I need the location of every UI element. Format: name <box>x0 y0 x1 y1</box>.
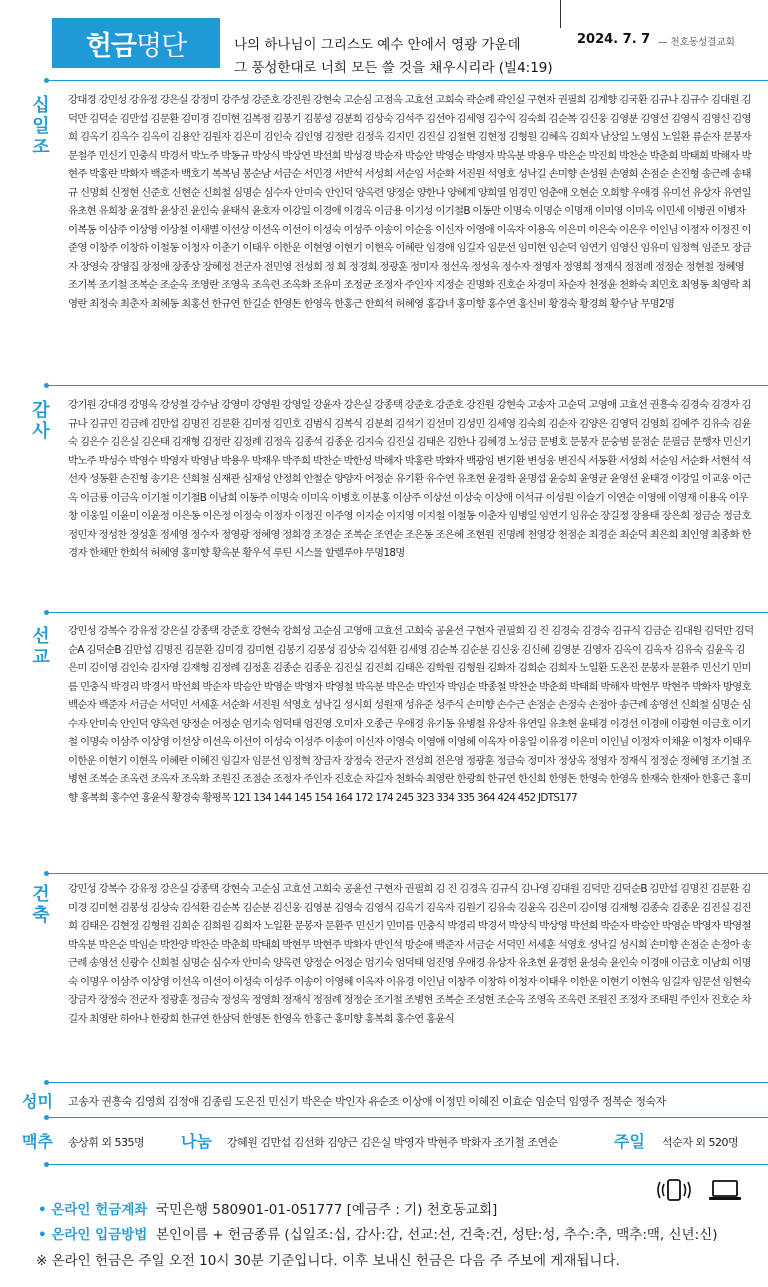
section-label-sunday: 주일 <box>614 1132 645 1151</box>
deposit-text: 본인이름 + 헌금종류 (십일조:십, 감사:감, 선교:선, 건축:건, 성탄:성, 추수:추, 맥추:맥, 신년:신) <box>155 1227 718 1243</box>
section-label-char: 일 <box>32 116 50 137</box>
sharing-name-list: 강혜원 김만섭 김선화 김양근 김은실 박영자 박현주 박화자 조기철 조연순 <box>227 1136 558 1149</box>
laptop-icon <box>708 1178 742 1206</box>
divider <box>560 0 561 28</box>
footer-icons <box>656 1178 742 1206</box>
church-name: — 천호동성결교회 <box>658 37 735 48</box>
deposit-label: • 온라인 입금방법 <box>38 1227 148 1243</box>
page-title <box>52 18 220 68</box>
title-bold: 헌금 <box>85 30 136 62</box>
section-label-mission <box>30 626 52 668</box>
sanctification-name-list: 고송자 권흥숙 김영희 김정애 김종림 도은진 민신기 박은순 박인자 유순조 이상애 이정민 이혜진 이효순 임순덕 임영주 정복순 정숙자 <box>68 1095 666 1108</box>
online-notice: ※ 온라인 헌금은 주일 오전 10시 30분 기준입니다. 이후 보내신 헌금은 다음 주 주보에 게재됩니다. <box>36 1253 620 1269</box>
section-label-tithe <box>30 95 52 158</box>
section-label-sanctification: 성미 <box>22 1092 53 1111</box>
section-label-building <box>30 884 52 926</box>
account-label: • 온라인 헌금계좌 <box>38 1202 148 1218</box>
bulletin-date: 2024. 7. 7 <box>577 32 651 47</box>
section-label-char: 조 <box>32 137 50 158</box>
section-label-char: 감 <box>32 400 50 421</box>
section-label-char: 축 <box>32 905 50 926</box>
tithe-name-list: 강대경 강민성 강유정 강은실 강정미 강주성 강준호 강진원 강현숙 고순심 고점옥 고효선 고희숙 곽순례 곽인실 구현자 권필희 김계향 김국환 김규나 김규수 김대원 김덕만 김덕순 김만섭 김문환 김미경 김미현 김복점 김봉기 김봉성 김분희 김상숙 김석주 김선아 김세영 김수익 김숙희 김순복 김신웅 김영분 김영선 김영식 김영신 김영희 김옥기 김옥수 김옥이 김용안 김원자 김은미 김인숙 김인영 김정란 김정옥 김지민 김진실 김철현 김현정 김형원 김혜옥 김희자 남상일 노영심 노일환 류순자 문봉자 문철주 민신기 민충식 박경서 박노주 박동규 박상식 박상연 박선희 박성경 박순자 박승안 박영순 박영자 박옥분 박용우 박은순 박진희 박찬순 박춘희 박태희 박해자 박현주 박홍란 박화자 백준자 백호기 복복님 봉순남 서금순 서민경 서반석 서성희 서순임 서순화 서진원 석영호 성낙길 손미향 손성원 손영희 손점순 손진형 송근례 송태규 신명희 신정현 신준호 신현순 신희철 심명순 심수자 안미숙 안인덕 양옥련 양정순 양한나 양혜계 양희열 엄경민 엄춘애 오현순 오희향 우애경 유미선 유상자 유연일 유초현 유희창 윤경학 윤상진 윤인숙 윤태식 윤호자 이강일 이경애 이경옥 이금용 이기성 이기철B 이동만 이명숙 이명순 이명재 이미영 이미옥 이민세 이병권 이병자 이복동 이삼주 이상영 이상철 이새별 이선상 이선옥 이선이 이성숙 이성주 이송이 이순응 이신자 이영애 이옥자 이용옥 이은미 이은숙 이은우 이인님 이정자 이정진 이준영 이창주 이창하 이철동 이청자 이춘기 이태우 이한운 이현영 이현기 이현옥 이혜란 임경애 임길자 임문선 임미현 임순덕 임연기 임영신 임유미 임정혁 임준모 장금자 장영숙 장영집 장정애 장종상 장혜정 전군자 전민영 전성희 정 희 정경희 정광훈 정미자 정선옥 정성옥 정수자 정영자 정영희 정재식 정점례 정정순 정현철 정혜영 조기복 조기철 조복순 조순옥 조영란 조영옥 조옥련 조옥화 조유미 조정균 조정자 주인자 지정순 진명화 진호순 차경미 차순자 천정윤 천화숙 최민호 최영동 최영락 최영란 최정숙 최춘자 최혜동 최홍선 한규연 한길순 한영돈 한영옥 한홍근 한희석 허혜영 홍갑녀 홍미향 홍수연 홍신비 황경숙 황경희 황수남 무명2명 <box>68 94 751 311</box>
section-label-char: 사 <box>32 421 50 442</box>
mission-name-list: 강민성 강복수 강유정 강은실 강종택 강준호 강현숙 강희성 고순심 고영애 고효선 고희숙 공윤선 구현자 권필희 김 진 김경숙 김경숙 김규식 김금순 김대원 김덕만 김덕순A 김덕순B 김만섭 김명진 김문환 김미경 김미현 김봉기 김봉성 김상숙 김석환 김세영 김순복 김순분 김신웅 김신혜 김영분 김영자 김옥이 김옥자 김유숙 김윤옥 김은미 김이영 김인숙 김자영 김재형 김정례 김정훈 김종순 김종운 김진실 김진희 김태은 김학원 김형원 김화자 김희순 김희자 노일환 도온진 문봉자 문환주 민신기 민미름 민충식 박경리 박경서 박선희 박순자 박승안 박영순 박영자 박영철 박옥분 박은순 박인자 박임순 박종철 박찬순 박춘희 박태희 박해자 박현무 박현주 박화자 방영호 백순자 백준자 서금순 서덕민 서세훈 서순화 서진원 석영호 성낙길 성시희 성원재 성유준 성주식 손미향 손수근 손점순 손정숙 손정아 송근례 송영선 신희철 심명순 심수자 안미숙 안인덕 양옥련 양정순 어정순 엄기숙 엄덕태 엄진영 오미자 오종근 우애경 유기동 유병철 유상자 유연일 유초현 윤태경 이경선 이경애 이광현 이금호 이기철 이명숙 이삼주 이상영 이선상 이선옥 이선이 이성숙 이성주 이송이 이신자 이영숙 이영애 이영혜 이옥자 이웅일 이유경 이은미 이인님 이정자 이채윤 이청자 이태우 이한운 이현기 이현옥 이혜란 이혜진 임길자 임문선 임정혁 장금자 장정숙 전군자 전성희 전은영 정광훈 정금숙 정미자 정상옥 정영자 정재식 정정순 정혜영 조기철 조병현 조복순 조옥련 조옥자 조옥화 조원진 조점순 조정자 주인자 진호순 차길자 천화숙 최영란 한광희 한규연 한신희 한영돈 한영숙 한영옥 한재숙 한재아 한홍근 홍미향 홍복희 홍수연 홍윤식 황경숙 황평목 121 134 144 145 154 164 172 174 245 323 334 335 364 424 452 JDTS177 <box>68 625 754 804</box>
section-label-char: 건 <box>32 884 50 905</box>
divider <box>48 1164 768 1165</box>
title-thin: 명단 <box>136 30 187 62</box>
section-label-sharing: 나눔 <box>181 1132 212 1151</box>
verse-line-2: 그 풍성한대로 너희 모든 쓸 것을 채우시리라 (빌4:19) <box>234 60 553 76</box>
barley-text: 송상휘 외 535명 <box>68 1136 145 1149</box>
verse-line-1: 나의 하나님이 그리스도 예수 안에서 영광 가운데 <box>234 37 521 53</box>
thanks-name-list: 강기원 강대경 강명옥 강성철 강수남 강영미 강영원 강영일 강윤자 강은실 강종택 강준호 강준호 강진원 강현숙 고송자 고순덕 고영애 고효선 권흥숙 김경숙 김경자 김규나 김규민 김금례 김만섭 김명진 김문환 김미정 김민호 김범식 김복식 김분희 김석기 김선미 김성민 김세영 김숙희 김순자 김양은 김영덕 김영희 김예주 김유숙 김윤숙 김은수 김은실 김은태 김재형 김정란 김정례 김정옥 김종석 김종운 김지숙 김진실 김태은 김한나 김혜경 노성금 문병호 문봉자 문숭범 문점순 문필금 문행자 민신기 박노주 박성수 박영수 박영자 박영남 박용우 박재우 박주희 박찬순 박한성 박해자 박홍란 박화자 백광임 변기환 변성웅 변진식 서동환 서성희 서순임 서순화 서현석 석선자 성동환 손진형 송기은 신희철 심재관 심재성 안정희 안철순 양양자 어정순 유기환 유수연 유초현 윤경학 윤명섭 윤승희 윤영균 윤영선 윤태경 이강일 이교웅 이근옥 이금룡 이금옥 이기철 이기철B 이남희 이동주 이명숙 이미옥 이병호 이분홍 이삼주 이상선 이상숙 이상애 이석규 이성원 이슬기 이연순 이영애 이영재 이용옥 이우창 이웅일 이윤미 이윤정 이은동 이은정 이정숙 이정자 이정진 이주영 이지순 이지영 이지철 이철동 이춘자 임병일 임연기 임유순 장길정 장용태 장은희 정금순 정금호 정민자 정성찬 정성훈 정세영 정수자 정영광 정혜영 정희경 조경순 조복순 조연순 조은동 조은혜 조현원 진명례 천영강 천점순 최경순 최순덕 최은희 최인영 최종화 한경자 한채만 한희석 허혜영 홍미향 황옥분 황우석 루틴 시스물 할렐루야 무명18명 <box>68 399 751 560</box>
divider <box>48 612 768 613</box>
section-label-char: 교 <box>32 647 50 668</box>
section-label-char: 선 <box>32 626 50 647</box>
account-text: 국민은행 580901-01-051777 [예금주 : 기) 천호동교회] <box>155 1202 498 1218</box>
divider <box>48 385 768 386</box>
online-account-row <box>38 1198 497 1218</box>
divider <box>48 873 768 874</box>
divider <box>48 80 768 81</box>
scripture-verse <box>234 34 553 80</box>
sunday-text: 석순자 외 520명 <box>662 1136 739 1149</box>
online-deposit-row <box>38 1223 717 1243</box>
section-label-char: 십 <box>32 95 50 116</box>
building-name-list: 강민성 강복수 강유정 강은실 강종택 강현숙 고순심 고효선 고희숙 공윤선 구현자 권필희 김 진 김경옥 김규식 김나영 김대원 김덕만 김덕순B 김만섭 김명진 김문환 김미경 김미현 김봉성 김상숙 김석환 김순복 김순분 김신웅 김영분 김영숙 김영식 김옥기 김옥자 김원기 김유숙 김윤옥 김은미 김이영 김재형 김종숙 김종운 김진실 김진희 김태은 김현정 김형원 김희순 김희원 김희자 노일환 문봉자 문환주 민신기 민미름 민충식 박경리 박경서 박상식 박상영 박선희 박순자 박승안 박영순 박영자 박영철 박옥분 박은순 박임순 박찬양 박찬순 박춘희 박태희 박현무 박현주 박화자 반인석 방순애 백준자 서금순 서덕민 서세훈 석영호 성낙길 성시희 손미향 손점순 손정아 송근례 송영선 신광수 신희철 심명순 심수자 안미숙 양옥련 양정순 어정순 엄기숙 엄덕태 엄진영 우애경 유상자 유초현 윤경헌 윤성숙 윤인숙 이경애 이금호 이남희 이명숙 이명우 이삼주 이상영 이선옥 이선이 이성숙 이성주 이송이 이영혜 이옥자 이유경 이인님 이창주 이창하 이청자 이태우 이한운 이현기 이현옥 임길자 임문선 임현숙 장금자 장정숙 전군자 정광훈 정금숙 정성옥 정영희 정재식 정점례 정정순 조기철 조병현 조복순 조성현 조순옥 조영옥 조옥련 조원진 조정자 조태원 주인자 진호순 차길자 최영란 하아나 한광희 한규연 한삼덕 한영돈 한영옥 한홍근 홍미향 홍복희 홍수연 홍윤식 <box>68 883 751 1025</box>
divider <box>48 1082 768 1083</box>
divider <box>48 1117 768 1118</box>
section-label-thanks <box>30 400 52 442</box>
section-label-barley: 맥추 <box>22 1132 53 1151</box>
phone-vibrate-icon <box>656 1178 692 1206</box>
